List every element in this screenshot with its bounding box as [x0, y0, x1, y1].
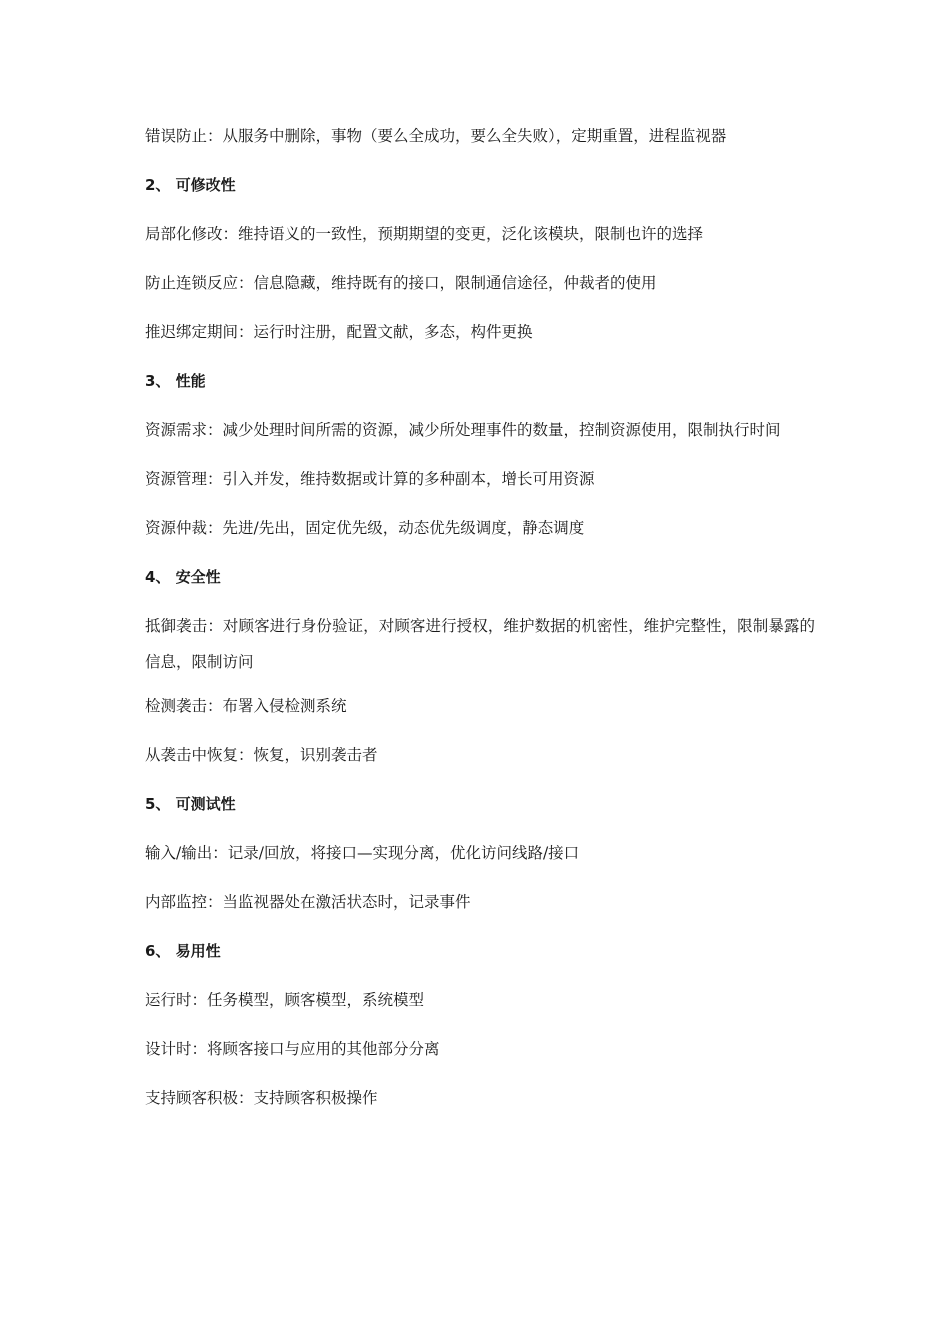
section-heading-testability: 5、 可测试性	[145, 795, 236, 813]
paragraph-defer-binding: 推迟绑定期间：运行时注册，配置文献，多态，构件更换	[145, 323, 533, 341]
paragraph-error-prevention: 错误防止：从服务中删除，事物（要么全成功，要么全失败），定期重置，进程监视器	[145, 127, 727, 145]
paragraph-localize-changes: 局部化修改：维持语义的一致性，预期期望的变更，泛化该模块，限制也许的选择	[145, 225, 704, 243]
paragraph-resource-arbitration: 资源仲裁：先进/先出，固定优先级，动态优先级调度，静态调度	[145, 519, 585, 537]
paragraph-detect-attacks: 检测袭击：布署入侵检测系统	[145, 697, 347, 715]
paragraph-prevent-ripple: 防止连锁反应：信息隐藏，维持既有的接口，限制通信途径，仲裁者的使用	[145, 274, 657, 292]
paragraph-recover-attacks: 从袭击中恢复：恢复，识别袭击者	[145, 746, 378, 764]
section-heading-security: 4、 安全性	[145, 568, 221, 586]
section-heading-performance: 3、 性能	[145, 372, 206, 390]
paragraph-resource-management: 资源管理：引入并发，维持数据或计算的多种副本，增长可用资源	[145, 470, 595, 488]
document-body	[145, 124, 815, 1135]
paragraph-runtime: 运行时：任务模型，顾客模型，系统模型	[145, 991, 425, 1009]
paragraph-resource-demand: 资源需求：减少处理时间所需的资源，减少所处理事件的数量，控制资源使用，限制执行时间	[145, 421, 781, 439]
paragraph-internal-monitoring: 内部监控：当监视器处在激活状态时，记录事件	[145, 893, 471, 911]
paragraph-design-time: 设计时：将顾客接口与应用的其他部分分离	[145, 1040, 440, 1058]
paragraph-support-user-initiative: 支持顾客积极：支持顾客积极操作	[145, 1089, 378, 1107]
paragraph-resist-attacks: 抵御袭击：对顾客进行身份验证，对顾客进行授权，维护数据的机密性，维护完整性，限制暴露的信息，限制访问	[145, 617, 815, 671]
section-heading-modifiability: 2、 可修改性	[145, 176, 236, 194]
paragraph-input-output: 输入/输出：记录/回放，将接口—实现分离，优化访问线路/接口	[145, 844, 580, 862]
section-heading-usability: 6、 易用性	[145, 942, 221, 960]
